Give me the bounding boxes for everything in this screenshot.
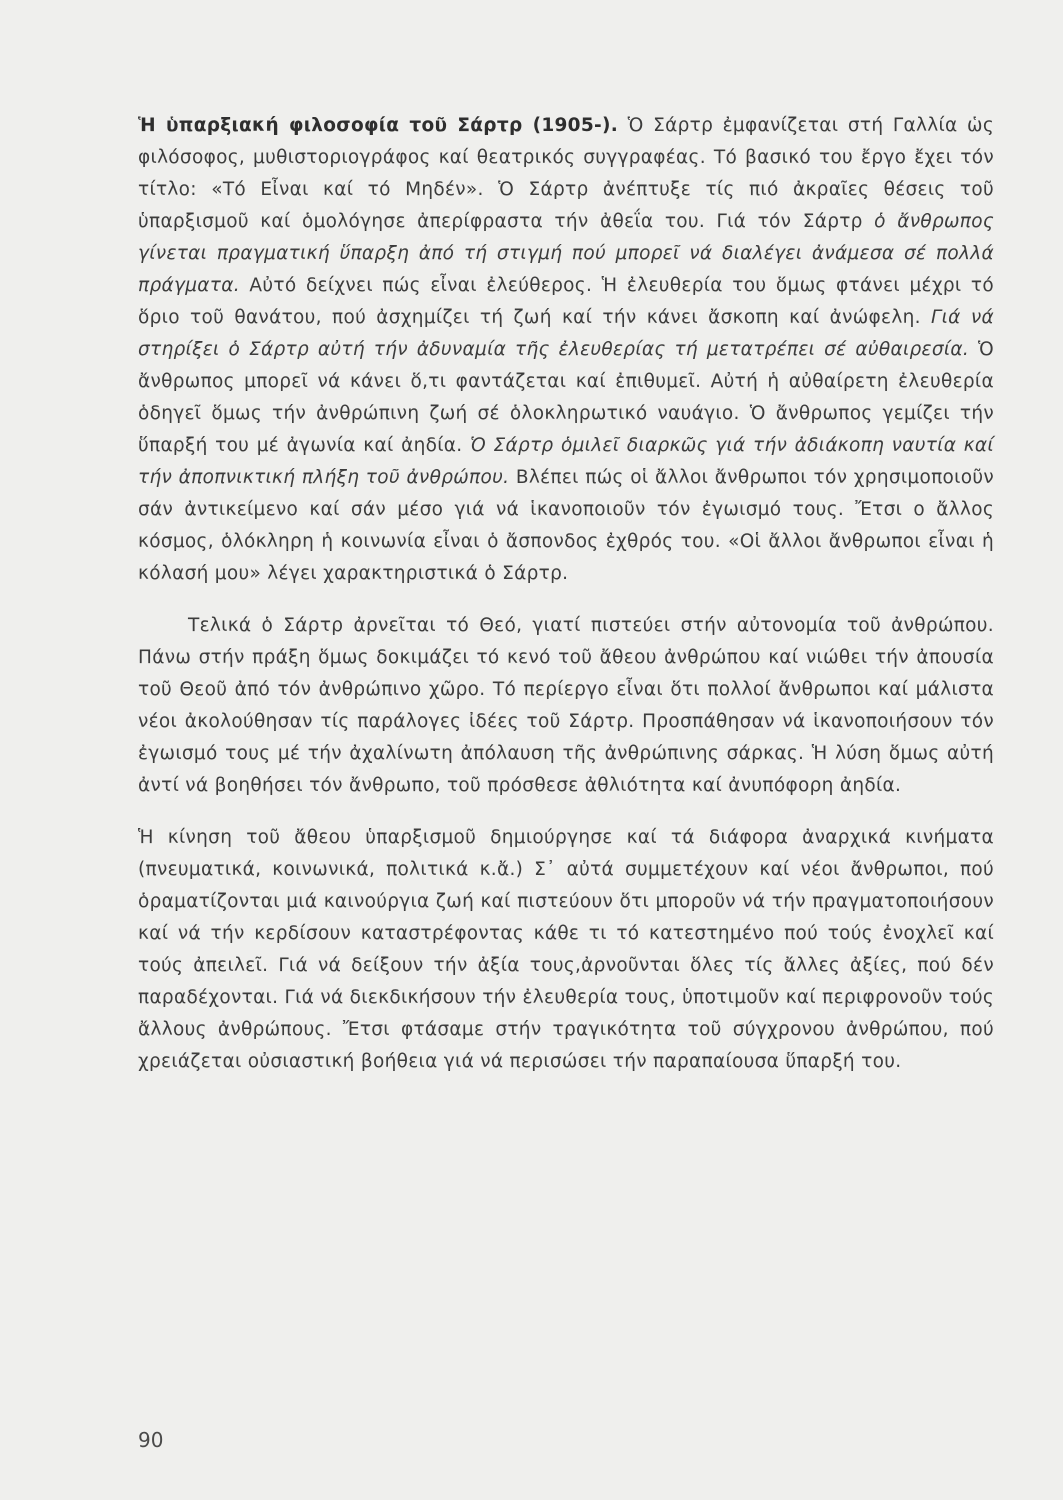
page-body <box>138 110 994 1098</box>
paragraph-1-text-3: Ὁ ἄνθρωπος μπορεῖ νά κάνει ὅ,τι φαντάζεται καί ἐπιθυμεῖ. Αὐτή ἡ αὐθαίρετη ἐλευθερία ὁδηγεῖ ὅμως τήν ἀνθρώπινη ζωή σέ ὁλοκληρωτικό ναυάγιο. Ὁ ἄνθρωπος γεμίζει τήν ὕπαρξή του μέ ἀγωνία καί ἀηδία. <box>138 339 994 456</box>
paragraph-3-text: Ἡ κίνηση τοῦ ἄθεου ὑπαρξισμοῦ δημιούργησε καί τά διάφορα ἀναρχικά κινήματα (πνευματικά, κοινωνικά, πολιτικά κ.ἄ.) Σ᾽ αὐτά συμμετέχουν καί νέοι ἄνθρωποι, πού ὁραματίζονται μιά καινούργια ζωή καί πιστεύουν ὅτι μποροῦν νά τήν πραγματοποιήσουν καί νά τήν κερδίσουν καταστρέφοντας κάθε τι τό κατεστημένο πού τούς ἐνοχλεῖ καί τούς ἀπειλεῖ. Γιά νά δείξουν τήν ἀξία τους,ἀρνοῦνται ὅλες τίς ἄλλες ἀξίες, πού δέν παραδέχονται. Γιά νά διεκδικήσουν τήν ἐλευθερία τους, ὑποτιμοῦν καί περιφρονοῦν τούς ἄλλους ἀνθρώπους. Ἔτσι φτάσαμε στήν τραγικότητα τοῦ σύγχρονου ἀνθρώπου, πού χρειάζεται οὐσιαστική βοήθεια γιά νά περισώσει τήν παραπαίουσα ὕπαρξή του. <box>138 827 994 1072</box>
paragraph-2 <box>138 610 994 802</box>
paragraph-1-emphasis-2: Γιά νά στηρίξει ὁ Σάρτρ αὐτή τήν ἀδυναμία τῆς ἐλευθερίας τή μετατρέπει σέ αὐθαιρεσία. <box>138 307 995 360</box>
paragraph-1-text-1: Ὁ Σάρτρ ἐμφανίζεται στή Γαλλία ὡς φιλόσοφος, μυθιστοριογράφος καί θεατρικός συγγραφέας. Τό βασικό του ἔργο ἔχει τόν τίτλο: «Τό Εἶναι καί τό Μηδέν». Ὁ Σάρτρ ἀνέπτυξε τίς πιό ἀκραῖες θέσεις τοῦ ὑπαρξισμοῦ καί ὁμολόγησε ἀπερίφραστα τήν ἀθεΐα του. Γιά τόν Σάρτρ <box>138 115 994 232</box>
paragraph-3 <box>138 822 994 1078</box>
page-number: 90 <box>138 1428 164 1452</box>
section-heading: Ἡ ὑπαρξιακή φιλοσοφία τοῦ Σάρτρ (1905-). <box>138 115 619 136</box>
paragraph-1-emphasis-1: ὁ ἄνθρωπος γίνεται πραγματική ὕπαρξη ἀπό τή στιγμή πού μπορεῖ νά διαλέγει ἀνάμεσα σέ πολλά πράγματα. <box>138 211 994 296</box>
paragraph-1-text-4: Βλέπει πώς οἱ ἄλλοι ἄνθρωποι τόν χρησιμοποιοῦν σάν ἀντικείμενο καί σάν μέσο γιά νά ἱκανοποιοῦν τόν ἐγωισμό τους. Ἔτσι ο ἄλλος κόσμος, ὁλόκληρη ἡ κοινωνία εἶναι ὁ ἄσπονδος ἐχθρός του. «Οἱ ἄλλοι ἄνθρωποι εἶναι ἡ κόλασή μου» λέγει χαρακτηριστικά ὁ Σάρτρ. <box>138 467 994 584</box>
paragraph-2-text: Τελικά ὁ Σάρτρ ἀρνεῖται τό Θεό, γιατί πιστεύει στήν αὐτονομία τοῦ ἀνθρώπου. Πάνω στήν πράξη ὅμως δοκιμάζει τό κενό τοῦ ἄθεου ἀνθρώπου καί νιώθει τήν ἀπουσία τοῦ Θεοῦ ἀπό τόν ἀνθρώπινο χῶρο. Τό περίεργο εἶναι ὅτι πολλοί ἄνθρωποι καί μάλιστα νέοι ἀκολούθησαν τίς παράλογες ἰδέες τοῦ Σάρτρ. Προσπάθησαν νά ἱκανοποιήσουν τόν ἐγωισμό τους μέ τήν ἀχαλίνωτη ἀπόλαυση τῆς ἀνθρώπινης σάρκας. Ἡ λύση ὅμως αὐτή ἀντί νά βοηθήσει τόν ἄνθρωπο, τοῦ πρόσθεσε ἀθλιότητα καί ἀνυπόφορη ἀηδία. <box>138 615 994 796</box>
paragraph-1 <box>138 110 994 590</box>
paragraph-1-text-2: Αὐτό δείχνει πώς εἶναι ἐλεύθερος. Ἡ ἐλευθερία του ὅμως φτάνει μέχρι τό ὅριο τοῦ θανάτου, πού ἀσχημίζει τή ζωή καί τήν κάνει ἄσκοπη καί ἀνώφελη. <box>138 275 994 328</box>
paragraph-1-emphasis-3: Ὁ Σάρτρ ὁμιλεῖ διαρκῶς γιά τήν ἀδιάκοπη ναυτία καί τήν ἀποπνικτική πλήξη τοῦ ἀνθρώπου. <box>138 435 994 488</box>
